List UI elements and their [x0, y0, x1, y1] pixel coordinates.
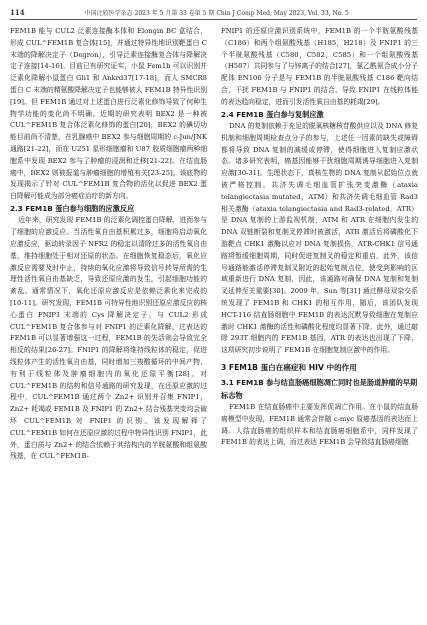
section-heading: 3 FEM1B 蛋白在癌症和 HIV 中的作用: [221, 363, 357, 373]
paragraph: FEM1B 能与 CUL2 泛素连接酶本体和 Elongin BC 盒结合，形成 CUL^FEM1B 复合体[15]，并通过特异性地识别靶蛋白 C 末端的降解决定子（Degron），引导泛素连接酶复合体与降解决定子连接[14-16]。目前已有研究证实，小鼠 Fem1b 可以识别并泛素化降解小鼠蛋白 Gli1 和 Ankrd37[17-18]，而人 SMCR8 蛋白 C 末端的精氨酸降解决定子也能够被人 FEM1B 特异性识别[19]。但 FEM1B 通过对上述蛋白进行泛素化修饰导致了何种生物学功能的变化尚不明确。近期的研究表明 BEX2 是一种被 CUL^FEM1B 复合体泛素化修饰的蛋白[20]，BEX2 的碘切功能目前尚不清楚，在乳腺癌中 BEX2 参与细胞周期的 c-Jun/JNK 通路[21-22]，而在 U251 星形细胞瘤和 U87 胶质细胞瘤两种细胞系中发现 BEX2 参与了肿瘤的浸润和迁移[21-22]。在结直肠癌中，BEX2 则被报道与肿瘤细胞的增殖有关[23-25]。该底物的发现揭示了针对 CUL^FEM1B 复合物的活化以促进 BEX2 蛋白降解可能成为部分癌症治疗的新方向。: [10, 27, 207, 201]
subsection-heading: 3.1 FEM1B 参与结直肠癌细胞凋亡同时也是肠道肿瘤的早期标志物: [221, 378, 418, 400]
paragraph: FNIP1 的还原应激识别系统中，FEM1B 的一个半胱氨酸残基（C186）和两个组氨酸残基（H185，H218）及 FNIP1 的三个半胱氨酸残基（C580，C582，C585）和一个组氨酸残基（H587）共同参与了与锌离子的结合[27]，氯乙酰氨合成小分子配体 EN106 分子是与 FEM1B 的半胱氨酸残基 C186 靶向结合，干扰 FEM1B 与 FNIP1 的结合，导致 FNIP1 在线粒体能的表达趋向稳定，进而引发活性氧自由基的耗竭[29]。: [221, 27, 418, 106]
two-column-body: [10, 26, 418, 463]
left-column: [10, 26, 207, 463]
paragraph: 近年来，研究发现 FEM1B 的泛素化调控蛋白降解，进而参与了细胞的应激反应。当活性氧自由基积累过多，细胞将启动氧化应激反应，驱动转录因子 NFR2 的稳定以清除过多的活性氧自由基，维持细胞处于相对还原的状态。在细胞恢复稳态后，氧化应激反应需要及时中止，持续的氧化应激将导致信号转导所需的生理性活性氧自由基缺乏，导致还原应激的发生，引起细胞功能的紊乱。通常情况下，氧化还原应激反应是依赖泛素化来完成的[10-11]。研究发现，FEM1B 可特异性地识别还原应激反应的核心蛋白 FNIP1 末端的 Cys 降解决定子，与 CUL2 形成 CUL^FEM1B 复合体参与对 FNIP1 的泛素化降解，过表达的 FEM1B 可以显著增强这一过程，FEM1B 的失活则会导致完全相反的结果[26-27]。FNIP1 的降解将维持线粒体的稳定，促进线粒体产生的活性氧自由基，同时增加三羧酸循环的中间产物，有利于线粒体及肿瘤细胞内的氧化还原平衡[28]。对 CUL^FEM1B 的结构和信号通路的研究发现，在还原应激的过程中，CUL^FEM1B 通过两个 Zn2+ 识别并召集 FNIP1，Zn2+ 耗竭或 FEM1B 及 FNIP1 的 Zn2+ 结合残基突变均会破坏 CUL^FEM1B 对 FNIP1 的识别。该发现解释了 CUL^FEM1B 如何在还原应激的过程中特异性识别 FNIP1，此外，蛋白质与 Zn2+ 的结合依赖于其结构内的半胱氨酸和组氨酸残基，在 CUL^FEM1B-: [10, 216, 207, 461]
page-number: 114: [10, 7, 25, 17]
right-column: [221, 26, 418, 463]
section-heading: 2.4 FEM1B 蛋白参与复制应激: [221, 109, 324, 119]
section-heading: 2.3 FEM1B 蛋白参与细胞的应激反应: [10, 203, 135, 213]
journal-info: 中国比较医学杂志 2023 年 5 月第 33 卷第 5 期 Chin J Comp Med, May 2023, Vol. 33, No. 5: [84, 9, 349, 17]
paragraph: FEM1B 在结直肠癌中主要发挥促凋亡作用。在小鼠的结直肠癌模型中发现，FEM1B 通常会伴随 c-myc 原癌基因的表达而上调。人结直肠癌的组织样本和结直肠癌细胞系中，同样发现了 FEM1B 的表达上调，而过表达 FEM1B 会导致结直肠癌细胞: [221, 403, 418, 447]
running-header: [10, 5, 417, 20]
paragraph: DNA 的复制依赖于充足的脱氧核糖核苷酸供应以及 DNA 修复机制和细胞周期检查点分子的参与，上述任一因素的缺失或障碍都将导致 DNA 复制的减缓或停滞，使得细胞进入复制应激状态。诸多研究表明，癌基因能够干扰细胞周期诱导细胞进入复制应激[30-31]。生理状态下，真核生物的 DNA 复制从起始位点就被严格控制。共济失调毛细血管扩张突变激酶（ataxia telangiectasia mutated，ATM）和共济失调毛细血管 Rad3 相关激酶（ataxia telangiectasia and Rad3-related，ATR）是 DNA 复制的上游监视机制，ATM 和 ATR 在细胞内发生的 DNA 双链断裂和复制叉停滞时被激活，ATR 激活后将磷酸化下游靶点 CHK1 激酶以应对 DNA 复制损伤，ATR-CHK1 信号通路将暂缓细胞周期，同时促进复制叉的稳定和重启，此外，该信号通路能激活停滞复制叉附近的起始复制点位，使受到影响的区域重新进行 DNA 复制，因此，该通路对确保 DNA 复制和复制叉延伸至关重要[30]。2009 年，Sun 等[31] 通过酵母双杂交系统发现了 FEM1B 和 CHK1 的相互作用，随后，该团队发现 HCT-116 结直肠细胞中 FEM1B 的表达沉默导致细胞在复制应激时 CHK1 激酶的活性和磷酸化程度均显著下降，此外，通过敲除 293T 细胞内的 FEM1B 基因，ATR 的表达也出现了下降，这项研究初步说明了 FEM1B 在细胞复制应激中的作用。: [221, 122, 418, 355]
